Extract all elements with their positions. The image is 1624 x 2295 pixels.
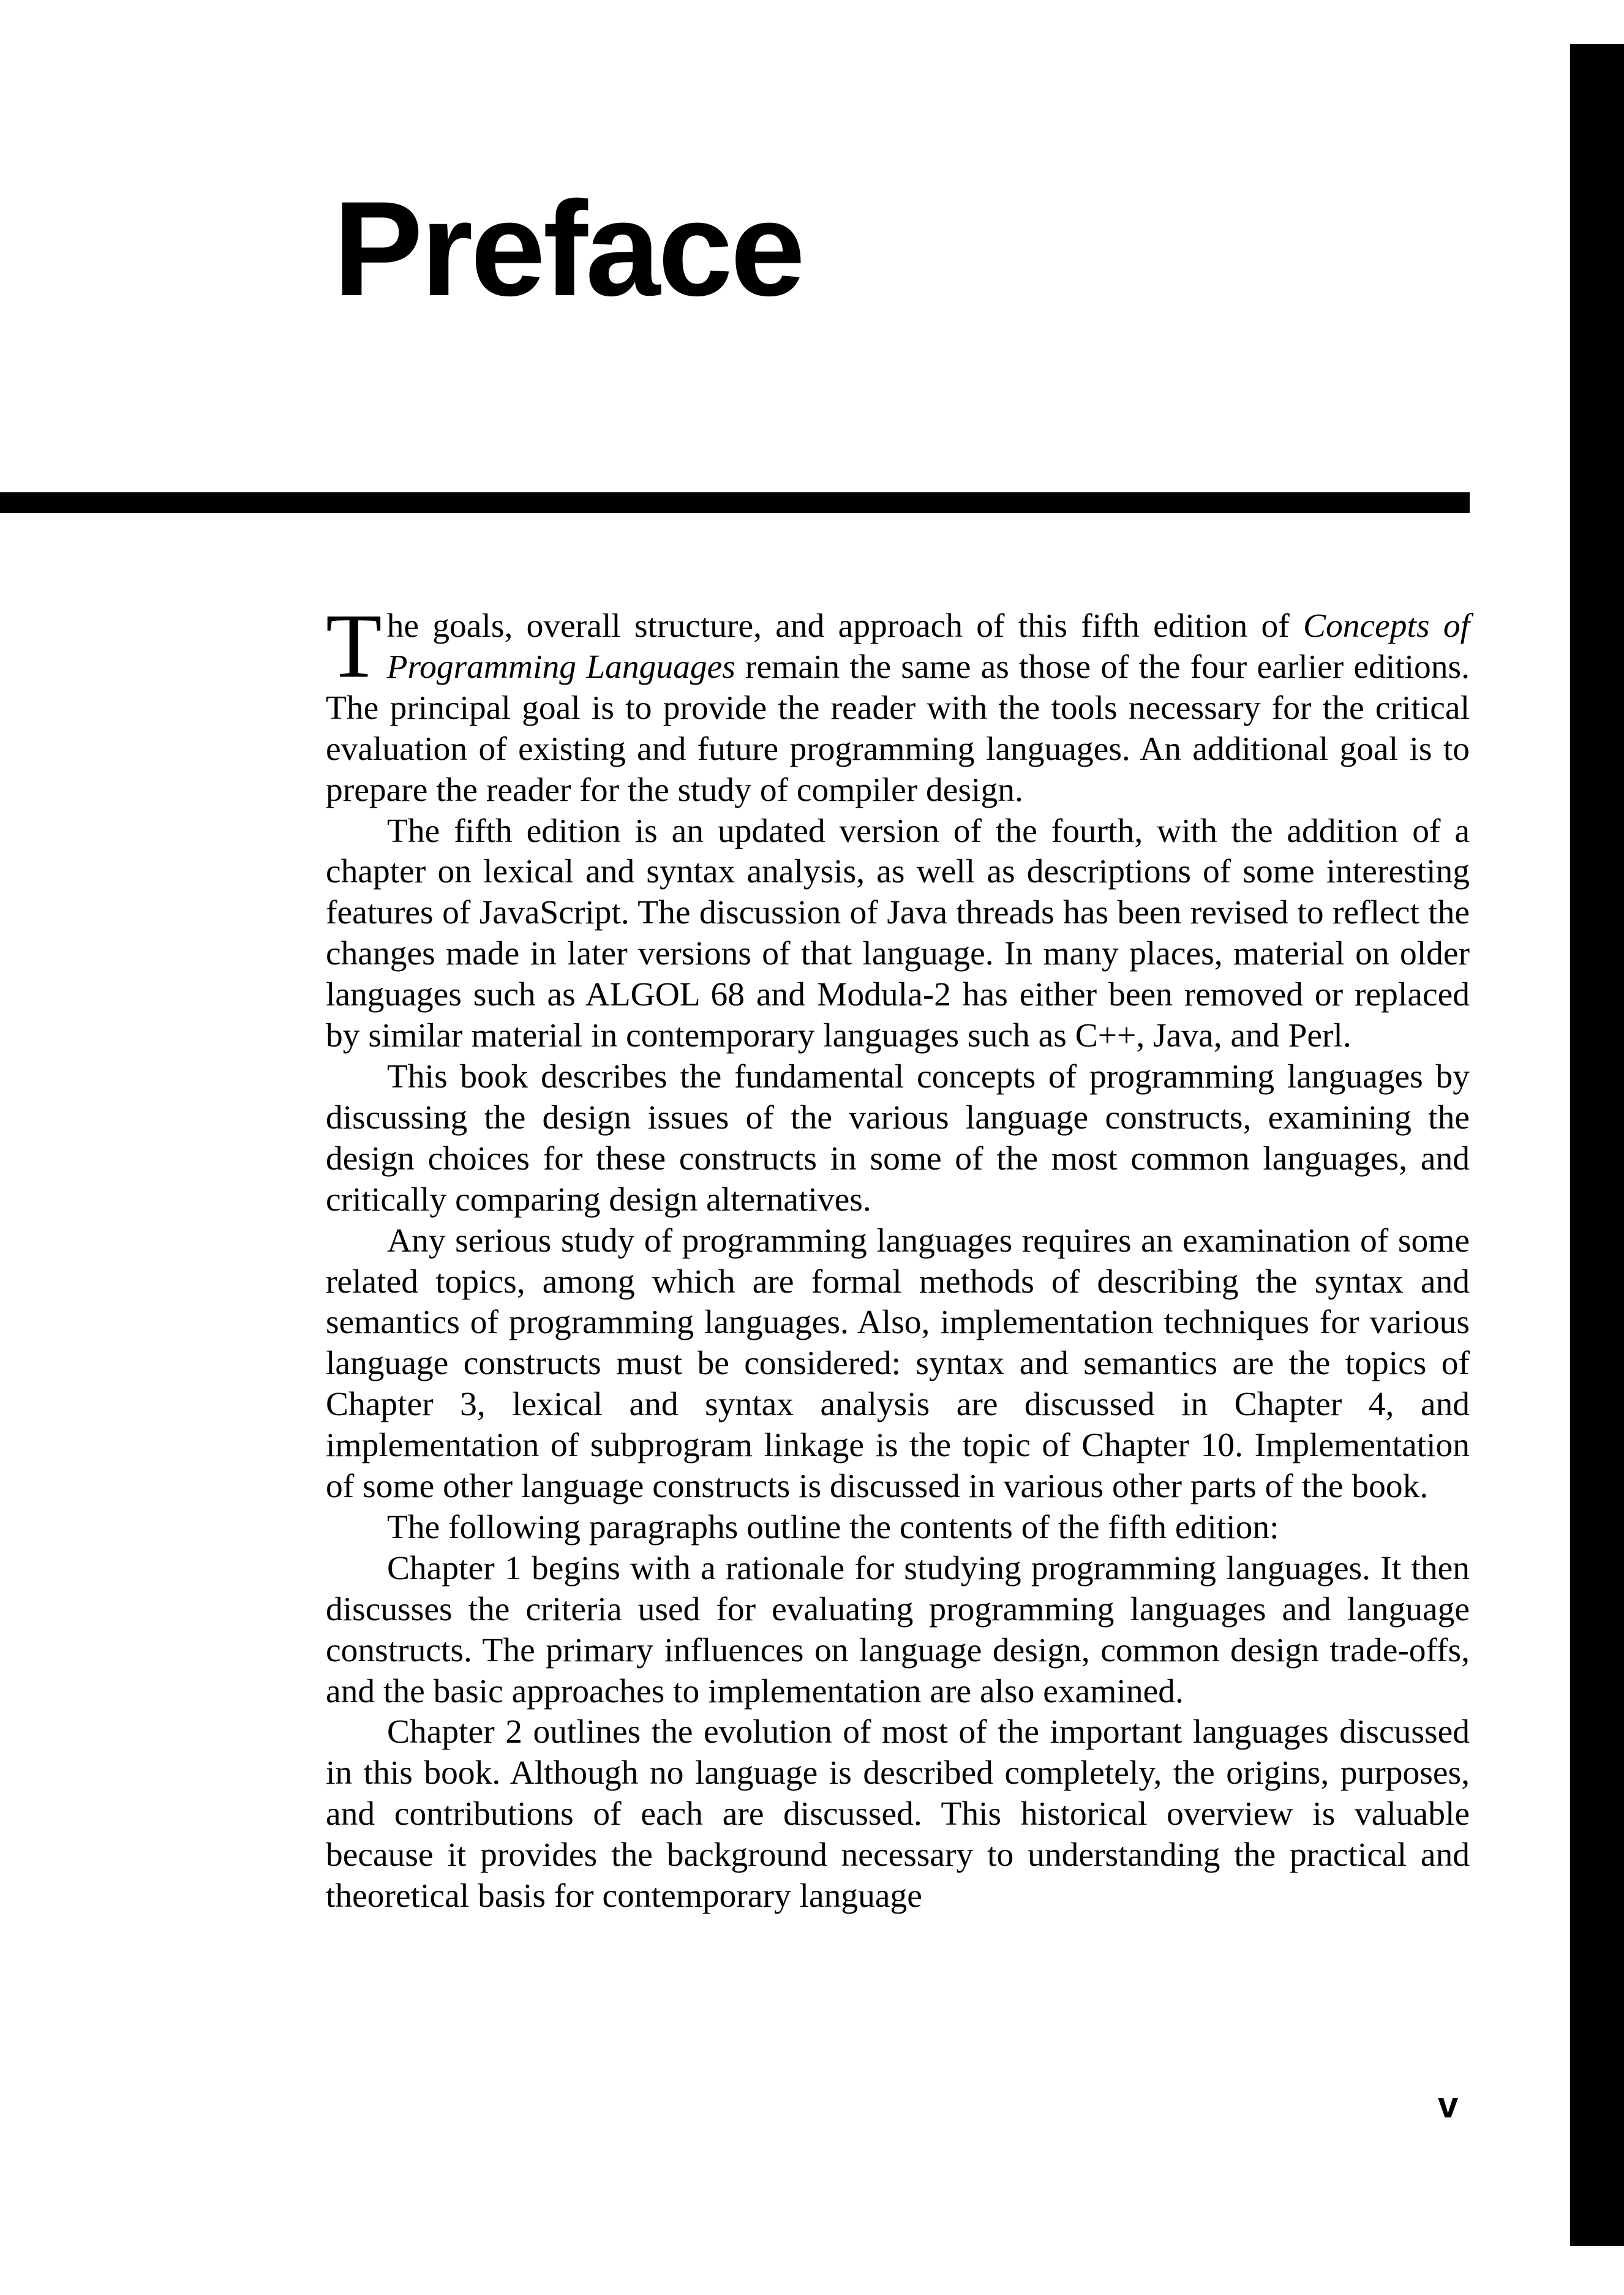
paragraph-6: Chapter 1 begins with a rationale for studying programming languages. It then discusses the criteria used for evaluating programming languages and language constructs. The primary influences on language design, common design trade-offs, and the basic approaches to implementation are also examined. (326, 1549, 1470, 1710)
paragraph-1 (326, 595, 1470, 811)
book-title: Concepts of Programming Languages (386, 607, 1470, 686)
paragraph-5: The following paragraphs outline the contents of the fifth edition: (387, 1508, 1279, 1546)
paragraph-4: Any serious study of programming languages requires an examination of some related topics, among which are formal methods of describing the syntax and semantics of programming languages. Also, implementation techniques for various language constructs must be considered: syntax and semantics are the topics of Chapter 3, lexical and syntax analysis are discussed in Chapter 4, and implementation of subprogram linkage is the topic of Chapter 10. Implementation of some other language constructs is discussed in various other parts of the book. (326, 1222, 1470, 1506)
paragraph-3: This book describes the fundamental concepts of programming languages by discussing the design issues of the various language constructs, examining the design choices for these constructs in some of the most common languages, and critically comparing design alternatives. (326, 1057, 1470, 1219)
paragraph-1-lead: he goals, overall structure, and approach of this fifth edition of (386, 607, 1303, 645)
paragraph-1-rest: remain the same as those of the four earlier editions. The principal goal is to provide the reader with the tools necessary for the critical evaluation of existing and future programming languages. An additional goal is to prepare the reader for the study of compiler design. (326, 648, 1470, 809)
preface-body (326, 595, 1470, 1917)
paragraph-2: The fifth edition is an updated version of the fourth, with the addition of a chapter on lexical and syntax analysis, as well as descriptions of some interesting features of JavaScript. The discussion of Java threads has been revised to reflect the changes made in later versions of that language. In many places, material on older languages such as ALGOL 68 and Modula-2 has either been removed or replaced by similar material in contemporary languages such as C++, Java, and Perl. (326, 812, 1470, 1055)
title-rule (0, 492, 1470, 513)
page-edge-bar (1570, 44, 1624, 2246)
paragraph-7: Chapter 2 outlines the evolution of most of the important languages discussed in this book. Although no language is described completely, the origins, purposes, and contributions of each are discussed. This historical overview is valuable because it provides the background necessary to understanding the practical and theoretical basis for contemporary language (326, 1713, 1470, 1915)
page-title: Preface (333, 173, 803, 324)
drop-cap: T (326, 595, 382, 697)
page-number: v (1438, 2084, 1459, 2125)
